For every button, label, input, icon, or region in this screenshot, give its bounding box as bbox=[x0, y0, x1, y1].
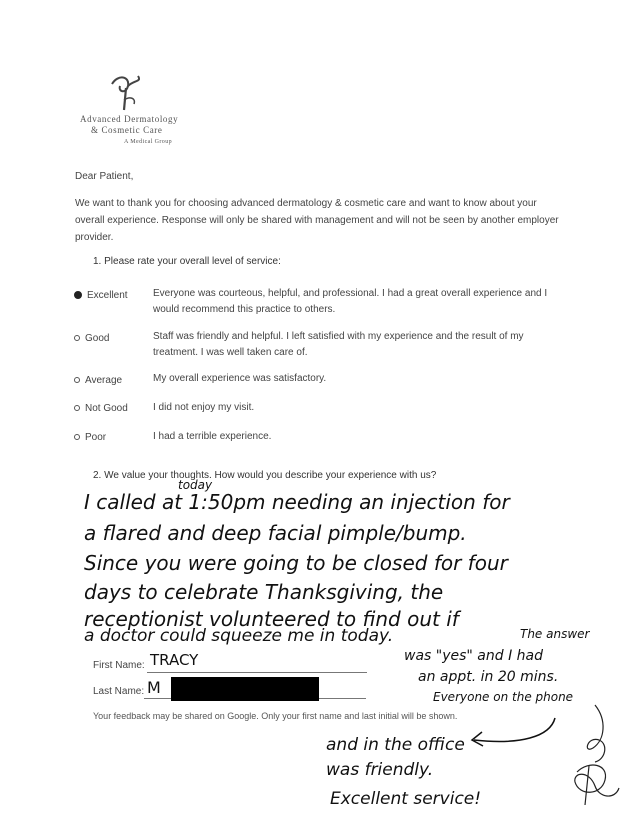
logo-line-2: & Cosmetic Care bbox=[91, 125, 163, 135]
handwritten-line-1: I called at 1:50pm needing an injection for bbox=[84, 490, 510, 514]
handwritten-line-5: receptionist volunteered to find out if bbox=[84, 607, 459, 631]
handwritten-side-1: The answer bbox=[520, 627, 590, 641]
radio-empty-icon[interactable] bbox=[74, 405, 80, 411]
option-good-desc: Staff was friendly and helpful. I left satisfied with my experience and the result of my treatment. I was well taken care of. bbox=[153, 331, 524, 358]
last-name-value[interactable]: M bbox=[147, 678, 161, 697]
handwritten-side-3: an appt. in 20 mins. bbox=[418, 669, 559, 685]
option-average[interactable]: Average bbox=[74, 375, 122, 386]
option-average-desc: My overall experience was satisfactory. bbox=[153, 373, 327, 384]
practice-logo-icon bbox=[104, 70, 148, 114]
option-poor[interactable]: Poor bbox=[74, 432, 106, 443]
logo-line-1: Advanced Dermatology bbox=[80, 114, 179, 124]
logo-line-3: A Medical Group bbox=[124, 139, 172, 145]
option-excellent[interactable]: Excellent bbox=[74, 290, 128, 301]
handwritten-side-4: Everyone on the phone bbox=[433, 690, 574, 704]
option-poor-desc: I had a terrible experience. bbox=[153, 431, 272, 442]
radio-selected-icon[interactable] bbox=[74, 291, 82, 299]
radio-empty-icon[interactable] bbox=[74, 434, 80, 440]
handwritten-arrow-icon bbox=[460, 715, 560, 750]
redaction-block bbox=[171, 677, 319, 701]
handwritten-line-6: a doctor could squeeze me in today. bbox=[84, 626, 394, 646]
radio-empty-icon[interactable] bbox=[74, 377, 80, 383]
handwritten-line-3: Since you were going to be closed for four bbox=[84, 551, 508, 575]
first-name-label: First Name: bbox=[93, 660, 145, 671]
google-disclaimer: Your feedback may be shared on Google. Only your first name and last initial will be shown. bbox=[93, 711, 458, 721]
question-2-title: 2. We value your thoughts. How would you describe your experience with us? bbox=[93, 470, 437, 481]
signature-scribble-icon bbox=[565, 700, 625, 810]
option-good[interactable]: Good bbox=[74, 333, 109, 344]
option-not-good-desc: I did not enjoy my visit. bbox=[153, 402, 255, 413]
last-name-label: Last Name: bbox=[93, 686, 145, 697]
handwritten-side-2: was "yes" and I had bbox=[404, 648, 544, 664]
question-1-title: 1. Please rate your overall level of service: bbox=[93, 256, 281, 267]
handwritten-bottom-3: Excellent service! bbox=[330, 789, 482, 809]
handwritten-bottom-1: and in the office bbox=[326, 735, 465, 755]
salutation: Dear Patient, bbox=[75, 171, 134, 182]
handwritten-line-2: a flared and deep facial pimple/bump. bbox=[84, 521, 467, 545]
radio-empty-icon[interactable] bbox=[74, 335, 80, 341]
option-excellent-desc: Everyone was courteous, helpful, and professional. I had a great overall experience and I would recommend this practice to others. bbox=[153, 288, 548, 315]
first-name-underline bbox=[147, 672, 367, 673]
option-not-good[interactable]: Not Good bbox=[74, 403, 128, 414]
handwritten-line-4: days to celebrate Thanksgiving, the bbox=[84, 580, 444, 604]
intro-paragraph: We want to thank you for choosing advanced dermatology & cosmetic care and want to know about your overall experience. Response will only be shared with management and will not be seen by another employer provider. bbox=[75, 198, 559, 243]
first-name-value[interactable]: TRACY bbox=[150, 651, 199, 669]
handwritten-insert: today bbox=[178, 478, 213, 492]
handwritten-bottom-2: was friendly. bbox=[326, 760, 434, 780]
